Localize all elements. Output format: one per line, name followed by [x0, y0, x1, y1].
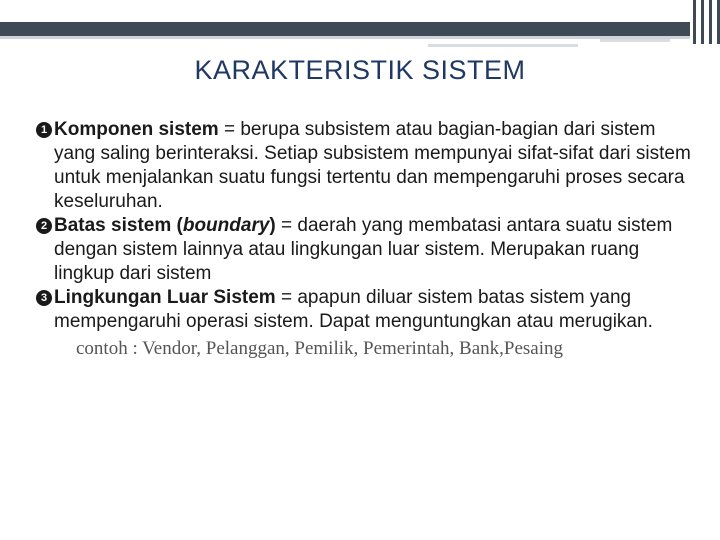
header-accent-rule	[600, 39, 670, 42]
item-term-start: Batas sistem (	[54, 215, 183, 236]
item-term-italic: boundary	[182, 215, 270, 236]
decorative-stripes	[690, 0, 720, 44]
number-bullet-icon: 1	[36, 122, 52, 138]
slide-title: KARAKTERISTIK SISTEM	[194, 55, 526, 85]
item-term-end: )	[269, 215, 276, 236]
example-text: contoh : Vendor, Pelanggan, Pemilik, Pemerintah, Bank,Pesaing	[76, 338, 564, 359]
header-bar	[0, 22, 690, 36]
number-bullet-icon: 2	[36, 218, 52, 234]
header-accent-rule	[428, 44, 578, 47]
item-term: Lingkungan Luar Sistem	[54, 287, 276, 308]
list-item	[36, 214, 696, 286]
list-item	[36, 118, 696, 214]
header-rule	[0, 36, 690, 39]
slide-body	[36, 118, 696, 360]
item-term	[54, 215, 276, 236]
item-term: Komponen sistem	[54, 119, 219, 140]
item-text: = apapun diluar sistem batas sistem yang mempengaruhi operasi sistem. Dapat menguntungkan atau merugikan.	[54, 287, 653, 332]
item-text: = berupa subsistem atau bagian-bagian dari sistem yang saling berinteraksi. Setiap subsistem mempunyai sifat-sifat dari sistem untuk menjalankan suatu fungsi tertentu dan mempengaruhi proses secara keseluruhan.	[54, 119, 691, 212]
number-bullet-icon: 3	[36, 290, 52, 306]
list-item	[36, 286, 696, 334]
item-text: = daerah yang membatasi antara suatu sistem dengan sistem lainnya atau lingkungan luar sistem. Merupakan ruang lingkup dari sistem	[54, 215, 673, 284]
